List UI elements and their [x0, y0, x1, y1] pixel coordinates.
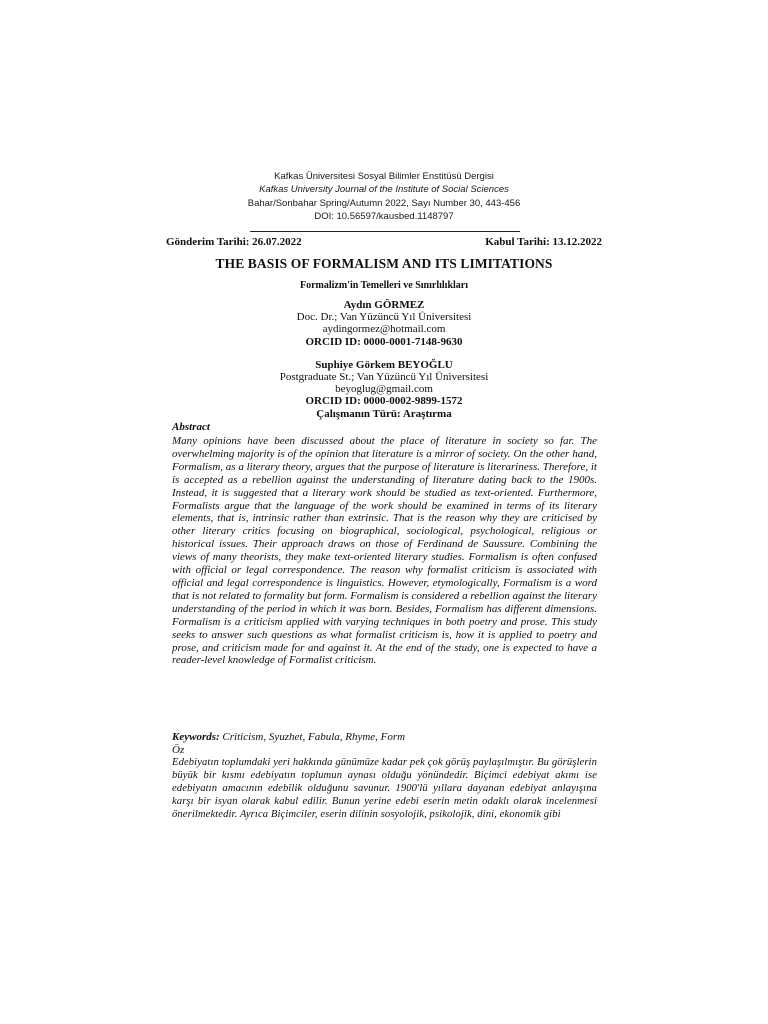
oz-heading: Öz — [172, 744, 185, 756]
author-name: Suphiye Görkem BEYOĞLU — [315, 358, 453, 371]
keywords-line — [172, 731, 597, 743]
acceptance-date: Kabul Tarihi: 13.12.2022 — [485, 236, 602, 248]
author-email: aydingormez@hotmail.com — [322, 323, 446, 336]
dates-row — [166, 236, 602, 250]
submission-date: Gönderim Tarihi: 26.07.2022 — [166, 236, 302, 248]
author-affiliation: Doc. Dr.; Van Yüzüncü Yıl Üniversitesi — [296, 311, 472, 324]
oz-text: Edebiyatın toplumdaki yeri hakkında günümüze kadar pek çok görüş paylaşılmıştır. Bu görüşlerin büyük bir kısmı edebiyatın toplumun aynası olduğu yönündedir. Biçimci edebiyat akımı ise edebiyatın amacının edebîlik olduğunu savunur. 1900'lü yıllara dayanan edebiyat anlayışına karşı bir isyan olarak kabul edilir. Bunun yerine edebi eserin metin odaklı olarak incelenmesi önerilmektedir. Ayrıca Biçimciler, eserin dilinin sosyolojik, psikolojik, dini, ekonomik gibi — [172, 757, 597, 820]
author-affiliation: Postgraduate St.; Van Yüzüncü Yıl Üniversitesi — [279, 371, 489, 384]
keywords-text: Criticism, Syuzhet, Fabula, Rhyme, Form — [219, 731, 406, 743]
header-divider — [250, 231, 520, 232]
author-orcid: ORCID ID: 0000-0002-9899-1572 — [305, 395, 463, 408]
keywords-label: Keywords: — [172, 731, 220, 743]
author-spacer — [166, 348, 602, 359]
author-name: Aydın GÖRMEZ — [343, 299, 425, 311]
journal-name-en: Kafkas University Journal of the Institute of Social Sciences — [259, 184, 509, 196]
author-block — [166, 299, 602, 420]
journal-name-tr: Kafkas Üniversitesi Sosyal Bilimler Enstitüsü Dergisi — [274, 171, 494, 182]
paper-title: THE BASIS OF FORMALISM AND ITS LIMITATIONS — [215, 256, 553, 271]
abstract-text: Many opinions have been discussed about the place of literature in society so far. The overwhelming majority is of the opinion that literature is a mirror of society. On the other hand, Formalism, as a literary theory, argues that the purpose of literature is literariness. Therefore, it is accepted as a rebellion against the understanding of literature dating back to the 1900s. Instead, it is suggested that a literary work should be studied as text-oriented. Furthermore, Formalists argue that the language of the work should be examined in terms of its literary elements, that is, intrinsic rather than extrinsic. That is the reason why they are criticised by other literary critics focusing on biographical, sociological, psychological, religious or historical issues. Their approach draws on those of Ferdinand de Saussure. Combining the views of many theorists, they make text-oriented literary studies. Formalism is often confused with official or legal correspondence. The reason why formalist criticism is associated with official and legal correspondence is linguistics. However, etymologically, Formalism is a word that is not related to formality but form. Formalism is considered a rebellion against the literary understanding of the period in which it was born. Besides, Formalism has different dimensions. Formalism is a criticism applied with varying techniques in both poetry and prose. This study seeks to answer such questions as what formalist criticism is, how it is applied to poetry and prose, and criticism made for and against it. At the end of the study, one is expected to have a reader-level knowledge of Formalist criticism. — [172, 435, 597, 667]
journal-issue: Bahar/Sonbahar Spring/Autumn 2022, Sayı Number 30, 443-456 — [247, 197, 521, 209]
author-orcid: ORCID ID: 0000-0001-7148-9630 — [305, 335, 463, 348]
paper-subtitle: Formalizm'in Temelleri ve Sınırlılıkları — [299, 280, 469, 291]
journal-header — [170, 170, 598, 224]
abstract-heading: Abstract — [172, 421, 210, 433]
journal-doi: DOI: 10.56597/kausbed.1148797 — [314, 211, 454, 223]
study-type: Çalışmanın Türü: Araştırma — [316, 407, 452, 420]
author-email: beyoglug@gmail.com — [335, 383, 433, 396]
